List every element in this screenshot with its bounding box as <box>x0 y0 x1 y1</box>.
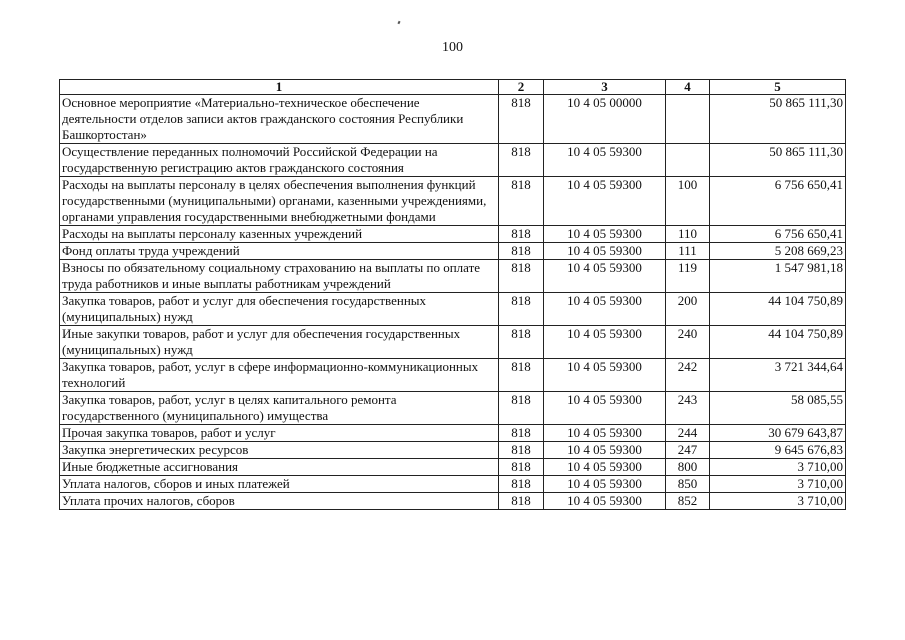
row-name-cell: Закупка товаров, работ, услуг в сфере информационно-коммуникационных технологий <box>60 359 499 392</box>
row-amount-cell: 3 710,00 <box>710 476 846 493</box>
row-amount-cell: 5 208 669,23 <box>710 243 846 260</box>
row-expense-cell: 242 <box>666 359 710 392</box>
row-amount-cell: 50 865 111,30 <box>710 95 846 144</box>
row-target-cell: 10 4 05 59300 <box>544 459 666 476</box>
table-row <box>60 359 846 392</box>
table-row <box>60 442 846 459</box>
row-ministry-cell: 818 <box>499 442 544 459</box>
row-amount-cell: 6 756 650,41 <box>710 177 846 226</box>
row-expense-cell: 244 <box>666 425 710 442</box>
table-row <box>60 243 846 260</box>
table-body <box>60 95 846 510</box>
row-ministry-cell: 818 <box>499 476 544 493</box>
row-ministry-cell: 818 <box>499 359 544 392</box>
row-expense-cell: 800 <box>666 459 710 476</box>
row-name-cell: Прочая закупка товаров, работ и услуг <box>60 425 499 442</box>
row-target-cell: 10 4 05 59300 <box>544 326 666 359</box>
row-target-cell: 10 4 05 59300 <box>544 425 666 442</box>
row-name-cell: Основное мероприятие «Материально-техническое обеспечение деятельности отделов записи актов гражданского состояния Республики Башкортостан» <box>60 95 499 144</box>
row-amount-cell: 9 645 676,83 <box>710 442 846 459</box>
row-name-cell: Осуществление переданных полномочий Российской Федерации на государственную регистрацию актов гражданского состояния <box>60 144 499 177</box>
column-header: 2 <box>499 80 544 95</box>
header-row <box>60 80 846 95</box>
row-ministry-cell: 818 <box>499 226 544 243</box>
row-name-cell: Иные бюджетные ассигнования <box>60 459 499 476</box>
row-amount-cell: 3 710,00 <box>710 459 846 476</box>
row-amount-cell: 30 679 643,87 <box>710 425 846 442</box>
table-row <box>60 95 846 144</box>
row-expense-cell: 852 <box>666 493 710 510</box>
row-ministry-cell: 818 <box>499 260 544 293</box>
row-name-cell: Закупка энергетических ресурсов <box>60 442 499 459</box>
row-amount-cell: 50 865 111,30 <box>710 144 846 177</box>
row-amount-cell: 44 104 750,89 <box>710 326 846 359</box>
table-row <box>60 144 846 177</box>
table-row <box>60 177 846 226</box>
table-row <box>60 392 846 425</box>
row-name-cell: Закупка товаров, работ и услуг для обеспечения государственных (муниципальных) нужд <box>60 293 499 326</box>
row-expense-cell: 111 <box>666 243 710 260</box>
row-name-cell: Расходы на выплаты персоналу в целях обеспечения выполнения функций государственными (муниципальными) органами, казенными учреждениями, органами управления государственными внебюджетными фондами <box>60 177 499 226</box>
row-target-cell: 10 4 05 59300 <box>544 293 666 326</box>
row-expense-cell: 100 <box>666 177 710 226</box>
column-header: 4 <box>666 80 710 95</box>
row-name-cell: Фонд оплаты труда учреждений <box>60 243 499 260</box>
column-header: 5 <box>710 80 846 95</box>
row-name-cell: Расходы на выплаты персоналу казенных учреждений <box>60 226 499 243</box>
row-name-cell: Взносы по обязательному социальному страхованию на выплаты по оплате труда работников и иные выплаты работникам учреждений <box>60 260 499 293</box>
row-target-cell: 10 4 05 59300 <box>544 476 666 493</box>
row-target-cell: 10 4 05 59300 <box>544 243 666 260</box>
table-row <box>60 260 846 293</box>
row-amount-cell: 3 710,00 <box>710 493 846 510</box>
row-target-cell: 10 4 05 59300 <box>544 493 666 510</box>
row-ministry-cell: 818 <box>499 493 544 510</box>
budget-table <box>59 79 846 510</box>
row-target-cell: 10 4 05 00000 <box>544 95 666 144</box>
row-expense-cell: 110 <box>666 226 710 243</box>
table-row <box>60 493 846 510</box>
row-expense-cell: 200 <box>666 293 710 326</box>
row-amount-cell: 1 547 981,18 <box>710 260 846 293</box>
row-ministry-cell: 818 <box>499 392 544 425</box>
row-ministry-cell: 818 <box>499 144 544 177</box>
row-expense-cell <box>666 144 710 177</box>
row-target-cell: 10 4 05 59300 <box>544 144 666 177</box>
row-expense-cell: 247 <box>666 442 710 459</box>
table-row <box>60 425 846 442</box>
row-ministry-cell: 818 <box>499 459 544 476</box>
row-ministry-cell: 818 <box>499 95 544 144</box>
row-ministry-cell: 818 <box>499 425 544 442</box>
table-row <box>60 459 846 476</box>
page-number: 100 <box>442 40 463 55</box>
table-row <box>60 293 846 326</box>
row-name-cell: Иные закупки товаров, работ и услуг для обеспечения государственных (муниципальных) нужд <box>60 326 499 359</box>
row-expense-cell: 119 <box>666 260 710 293</box>
row-ministry-cell: 818 <box>499 177 544 226</box>
table-row <box>60 226 846 243</box>
column-header: 3 <box>544 80 666 95</box>
row-expense-cell <box>666 95 710 144</box>
row-expense-cell: 240 <box>666 326 710 359</box>
row-amount-cell: 3 721 344,64 <box>710 359 846 392</box>
scan-speck <box>397 21 400 25</box>
row-target-cell: 10 4 05 59300 <box>544 177 666 226</box>
row-amount-cell: 44 104 750,89 <box>710 293 846 326</box>
row-expense-cell: 850 <box>666 476 710 493</box>
row-name-cell: Закупка товаров, работ, услуг в целях капитального ремонта государственного (муниципального) имущества <box>60 392 499 425</box>
row-target-cell: 10 4 05 59300 <box>544 392 666 425</box>
row-name-cell: Уплата налогов, сборов и иных платежей <box>60 476 499 493</box>
row-amount-cell: 6 756 650,41 <box>710 226 846 243</box>
row-ministry-cell: 818 <box>499 293 544 326</box>
table-row <box>60 326 846 359</box>
row-name-cell: Уплата прочих налогов, сборов <box>60 493 499 510</box>
row-expense-cell: 243 <box>666 392 710 425</box>
column-header: 1 <box>60 80 499 95</box>
row-target-cell: 10 4 05 59300 <box>544 226 666 243</box>
row-ministry-cell: 818 <box>499 326 544 359</box>
row-amount-cell: 58 085,55 <box>710 392 846 425</box>
row-target-cell: 10 4 05 59300 <box>544 260 666 293</box>
table-row <box>60 476 846 493</box>
row-target-cell: 10 4 05 59300 <box>544 442 666 459</box>
row-target-cell: 10 4 05 59300 <box>544 359 666 392</box>
row-ministry-cell: 818 <box>499 243 544 260</box>
